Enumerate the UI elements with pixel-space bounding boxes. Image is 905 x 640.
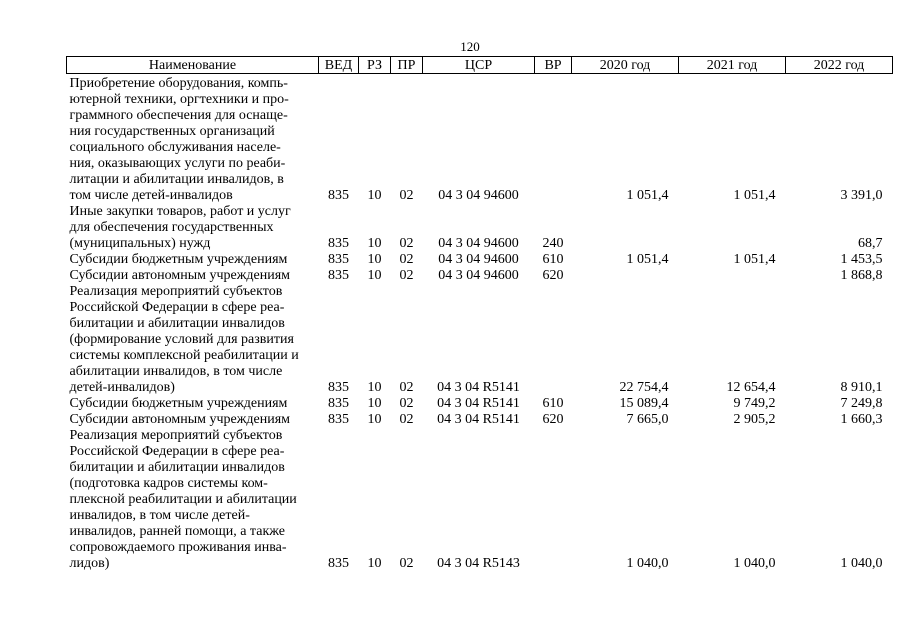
header-2021: 2021 год (679, 57, 786, 74)
cell-rz: 10 (367, 396, 382, 411)
cell-ved: 835 (328, 412, 349, 427)
cell-name (67, 412, 319, 428)
cell-name (67, 284, 319, 396)
cell-pr: 02 (399, 380, 414, 395)
cell-2022: 1 453,5 (840, 252, 883, 267)
header-csr: ЦСР (423, 57, 535, 74)
cell-name-line: Субсидии автономным учреждениям (69, 268, 291, 283)
cell-2021: 1 051,4 (733, 252, 776, 267)
cell-name-line: лидов) (69, 556, 110, 571)
cell-name-line: Российской Федерации в сфере реа- (69, 444, 285, 459)
cell-name-line: для обеспечения государственных (69, 220, 274, 235)
cell-pr: 02 (399, 556, 414, 571)
header-ved: ВЕД (319, 57, 359, 74)
header-2020: 2020 год (572, 57, 679, 74)
cell-vr: 620 (542, 268, 564, 283)
header-rz: РЗ (359, 57, 391, 74)
cell-2021: 1 051,4 (733, 188, 776, 203)
cell-2021: 2 905,2 (733, 412, 776, 427)
cell-name-line: Иные закупки товаров, работ и услуг (69, 204, 291, 219)
cell-2022: 8 910,1 (840, 380, 883, 395)
cell-csr: 04 3 04 R5141 (437, 396, 520, 411)
cell-2020: 1 051,4 (626, 188, 669, 203)
cell-name-line: билитации и абилитации инвалидов (69, 316, 285, 331)
cell-name-line: системы комплексной реабилитации и (69, 348, 299, 363)
cell-name (67, 74, 319, 205)
cell-name-line: Реализация мероприятий субъектов (69, 284, 283, 299)
cell-2022: 68,7 (858, 236, 883, 251)
cell-2021: 1 040,0 (733, 556, 776, 571)
cell-name-line: Приобретение оборудования, компь- (69, 76, 288, 91)
cell-pr: 02 (399, 396, 414, 411)
cell-csr: 04 3 04 R5143 (437, 556, 520, 571)
cell-pr: 02 (399, 268, 414, 283)
cell-csr: 04 3 04 94600 (438, 188, 519, 203)
cell-name-line: литации и абилитации инвалидов, в (69, 172, 284, 187)
cell-name-line: абилитации инвалидов, в том числе (69, 364, 283, 379)
cell-2021 (679, 204, 786, 252)
cell-ved: 835 (328, 396, 349, 411)
cell-name-line: ния, оказывающих услуги по реаби- (69, 156, 286, 171)
cell-name (67, 204, 319, 252)
budget-table (66, 56, 893, 572)
cell-rz: 10 (367, 412, 382, 427)
cell-pr: 02 (399, 188, 414, 203)
cell-2022: 1 040,0 (840, 556, 883, 571)
cell-csr: 04 3 04 R5141 (437, 412, 520, 427)
cell-ved: 835 (328, 252, 349, 267)
cell-2021: 9 749,2 (733, 396, 776, 411)
cell-name-line: социального обслуживания населе- (69, 140, 281, 155)
cell-rz: 10 (367, 380, 382, 395)
header-vr: ВР (535, 57, 572, 74)
cell-name-line: инвалидов, ранней помощи, а также (69, 524, 285, 539)
cell-name-line: ния государственных организаций (69, 124, 275, 139)
table-body (67, 74, 893, 573)
cell-rz: 10 (367, 252, 382, 267)
cell-csr: 04 3 04 94600 (438, 252, 519, 267)
table-row (67, 204, 893, 252)
cell-rz: 10 (367, 556, 382, 571)
cell-vr: 240 (542, 236, 564, 251)
cell-2021 (679, 268, 786, 284)
cell-name-line: граммного обеспечения для оснаще- (69, 108, 288, 123)
cell-2020: 15 089,4 (619, 396, 669, 411)
cell-rz: 10 (367, 268, 382, 283)
cell-rz: 10 (367, 236, 382, 251)
cell-name-line: билитации и абилитации инвалидов (69, 460, 285, 475)
cell-2022: 3 391,0 (840, 188, 883, 203)
cell-vr (535, 284, 572, 396)
cell-2020: 22 754,4 (619, 380, 669, 395)
cell-2020 (572, 204, 679, 252)
table-row (67, 284, 893, 396)
header-pr: ПР (391, 57, 423, 74)
table-header-row (67, 57, 893, 74)
cell-vr: 610 (542, 396, 564, 411)
cell-name-line: сопровождаемого проживания инва- (69, 540, 287, 555)
cell-vr: 620 (542, 412, 564, 427)
cell-ved: 835 (328, 556, 349, 571)
cell-2022: 1 660,3 (840, 412, 883, 427)
table-row (67, 396, 893, 412)
cell-vr: 610 (542, 252, 564, 267)
table-row (67, 252, 893, 268)
cell-name-line: (подготовка кадров системы ком- (69, 476, 268, 491)
cell-name (67, 428, 319, 572)
cell-vr (535, 74, 572, 205)
cell-name-line: ютерной техники, оргтехники и про- (69, 92, 289, 107)
table-row (67, 268, 893, 284)
table-row (67, 412, 893, 428)
cell-name (67, 268, 319, 284)
cell-2022: 1 868,8 (840, 268, 883, 283)
cell-ved: 835 (328, 380, 349, 395)
cell-name-line: Субсидии бюджетным учреждениям (69, 396, 288, 411)
cell-name-line: (муниципальных) нужд (69, 236, 211, 251)
cell-pr: 02 (399, 412, 414, 427)
cell-name (67, 252, 319, 268)
cell-2021: 12 654,4 (726, 380, 776, 395)
cell-name (67, 396, 319, 412)
cell-rz: 10 (367, 188, 382, 203)
cell-name-line: Субсидии бюджетным учреждениям (69, 252, 288, 267)
cell-name-line: Субсидии автономным учреждениям (69, 412, 291, 427)
cell-name-line: том числе детей-инвалидов (69, 188, 233, 203)
cell-2020 (572, 268, 679, 284)
cell-2020: 1 040,0 (626, 556, 669, 571)
cell-ved: 835 (328, 268, 349, 283)
cell-ved: 835 (328, 188, 349, 203)
table-row (67, 428, 893, 572)
cell-name-line: плексной реабилитации и абилитации (69, 492, 297, 507)
cell-csr: 04 3 04 R5141 (437, 380, 520, 395)
cell-name-line: детей-инвалидов) (69, 380, 175, 395)
cell-2020: 7 665,0 (626, 412, 669, 427)
cell-csr: 04 3 04 94600 (438, 236, 519, 251)
cell-2020: 1 051,4 (626, 252, 669, 267)
cell-vr (535, 428, 572, 572)
cell-name-line: Российской Федерации в сфере реа- (69, 300, 285, 315)
header-2022: 2022 год (786, 57, 893, 74)
cell-name-line: (формирование условий для развития (69, 332, 294, 347)
cell-2022: 7 249,8 (840, 396, 883, 411)
cell-name-line: инвалидов, в том числе детей- (69, 508, 250, 523)
cell-ved: 835 (328, 236, 349, 251)
table-row (67, 74, 893, 205)
page-number: 120 (460, 39, 480, 54)
header-name: Наименование (67, 57, 319, 74)
cell-pr: 02 (399, 236, 414, 251)
cell-pr: 02 (399, 252, 414, 267)
cell-name-line: Реализация мероприятий субъектов (69, 428, 283, 443)
cell-csr: 04 3 04 94600 (438, 268, 519, 283)
